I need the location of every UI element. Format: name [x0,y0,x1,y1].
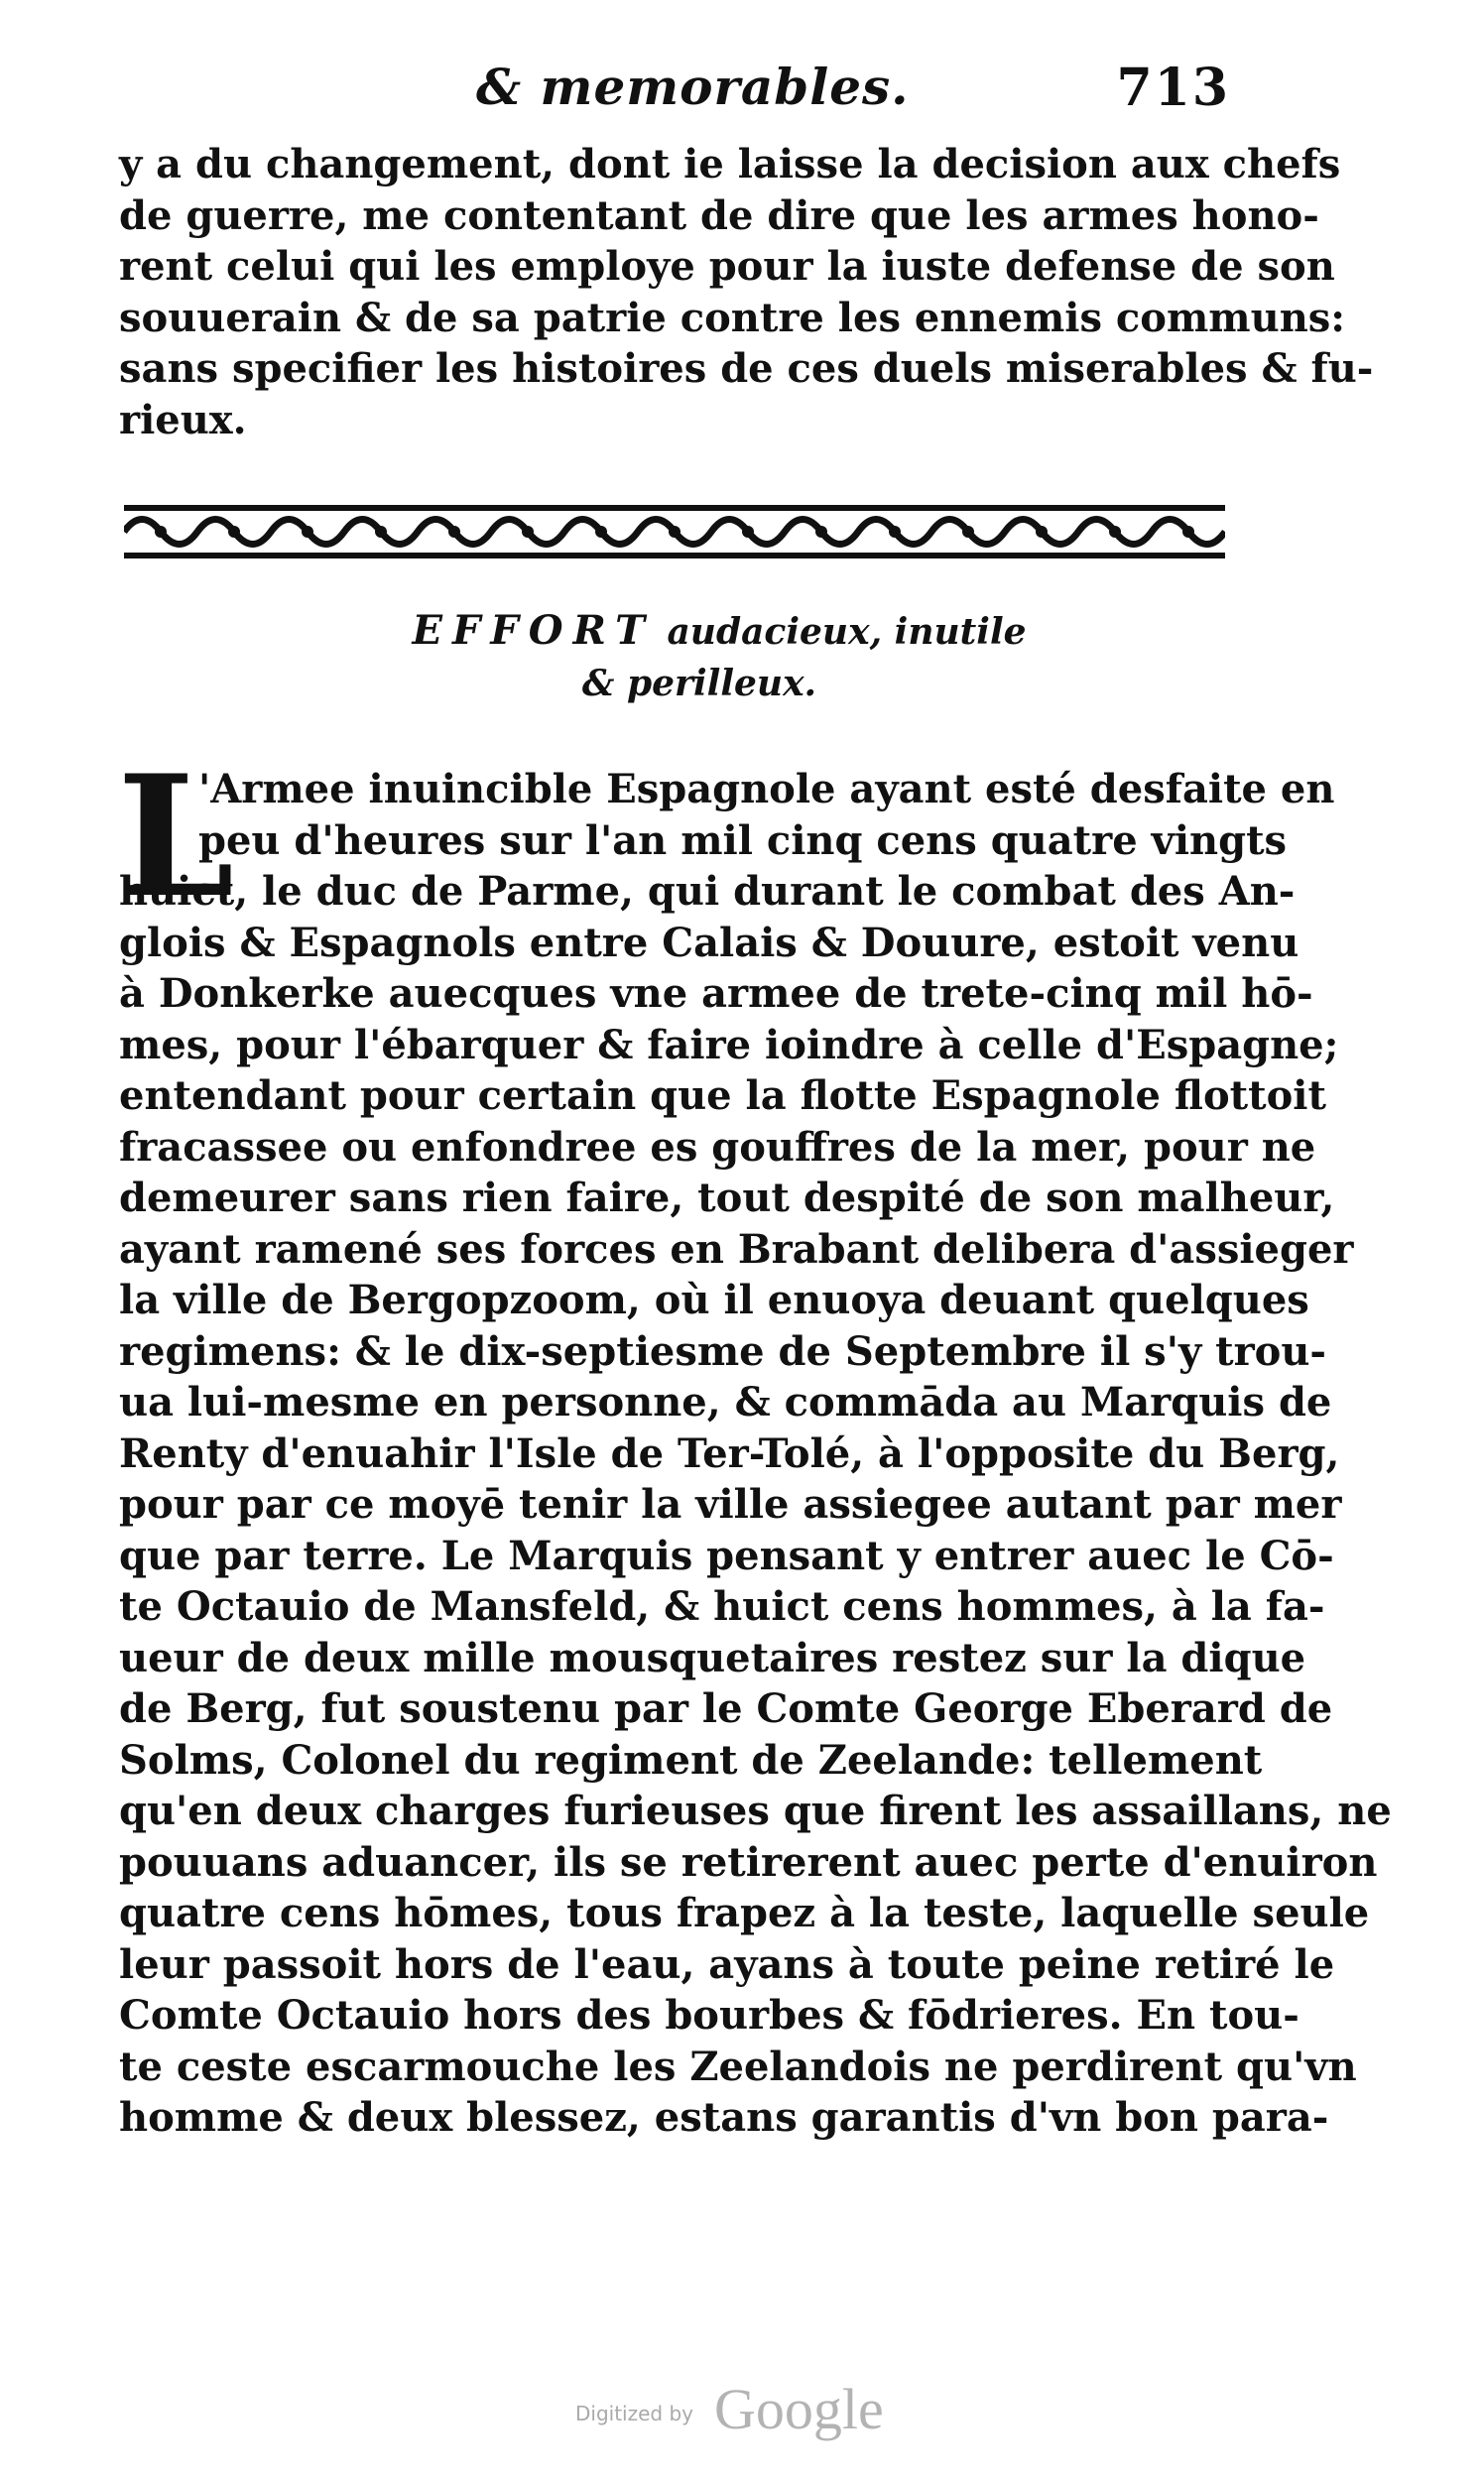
text-line: la ville de Bergopzoom, où il enuoya deuant quelques [119,1277,1309,1323]
text-line: ueur de deux mille mousquetaires restez sur la dique [119,1634,1306,1681]
title-caps: EFFORT [412,607,655,654]
page-number: 713 [1116,58,1230,118]
text-line: Comte Octauio hors des bourbes & fōdrieres. En tou- [119,1992,1299,2039]
text-line: rieux. [119,396,247,443]
ornament-divider-icon [124,501,1225,562]
digitized-watermark [575,2376,952,2445]
title-rest: audacieux, inutile [667,611,1027,653]
text-line: regimens: & le dix-septiesme de Septembre il s'y trou- [119,1327,1327,1375]
google-logo: Google [714,2377,884,2441]
text-line: huict, le duc de Parme, qui durant le combat des An- [119,868,1296,915]
text-line: 'Armee inuincible Espagnole ayant esté desfaite en [198,766,1335,812]
text-line: quatre cens hōmes, tous frapez à la teste, laquelle seule [119,1890,1370,1936]
text-line: te ceste escarmouche les Zeelandois ne perdirent qu'vn [119,2043,1357,2090]
section-title [119,605,1230,709]
text-line: que par terre. Le Marquis pensant y entrer auec le Cō- [119,1532,1334,1579]
text-line: fracassee ou enfondree es gouffres de la mer, pour ne [119,1123,1316,1171]
text-line: pouuans aduancer, ils se retirerent auec perte d'enuiron [119,1838,1378,1886]
running-head: & memorables. [476,58,910,116]
text-line: demeurer sans rien faire, tout despité de son malheur, [119,1175,1335,1221]
text-line: Renty d'enuahir l'Isle de Ter-Tolé, à l'opposite du Berg, [119,1429,1340,1477]
text-line: y a du changement, dont ie laisse la decision aux chefs [119,141,1341,187]
text-line: sans specifier les histoires de ces duels miserables & fu- [119,345,1374,392]
text-line: qu'en deux charges furieuses que firent les assaillans, ne [119,1788,1392,1834]
watermark-small-text: Digitized by [575,2402,693,2425]
main-paragraph [117,738,1392,2144]
text-line: glois & Espagnols entre Calais & Douure, estoit venu [119,919,1299,966]
page-header [119,58,1230,137]
text-line: mes, pour l'ébarquer & faire ioindre à celle d'Espagne; [119,1021,1339,1068]
text-line: ua lui-mesme en personne, & commāda au Marquis de [119,1379,1332,1426]
text-line: Solms, Colonel du regiment de Zeelande: tellement [119,1736,1263,1784]
text-line: rent celui qui les employe pour la iuste defense de son [119,243,1335,290]
text-line: à Donkerke auecques vne armee de trete-cinq mil hō- [119,970,1313,1017]
text-line: de Berg, fut soustenu par le Comte George Eberard de [119,1685,1333,1732]
text-line: entendant pour certain que la flotte Espagnole flottoit [119,1072,1326,1119]
top-paragraph [119,139,1374,445]
text-line: peu d'heures sur l'an mil cinq cens quatre vingts [198,816,1288,864]
text-line: ayant ramené ses forces en Brabant delibera d'assieger [119,1225,1354,1273]
text-line: leur passoit hors de l'eau, ayans à toute peine retiré le [119,1940,1335,1988]
text-line: souuerain & de sa patrie contre les ennemis communs: [119,294,1346,341]
text-line: te Octauio de Mansfeld, & huict cens hommes, à la fa- [119,1583,1325,1630]
title-line-2: & perilleux. [581,663,817,704]
drop-cap: L [117,738,235,934]
text-line: homme & deux blessez, estans garantis d'vn bon para- [119,2094,1329,2141]
text-line: de guerre, me contentant de dire que les armes hono- [119,191,1319,239]
text-line: pour par ce moyē tenir la ville assiegee autant par mer [119,1481,1342,1528]
